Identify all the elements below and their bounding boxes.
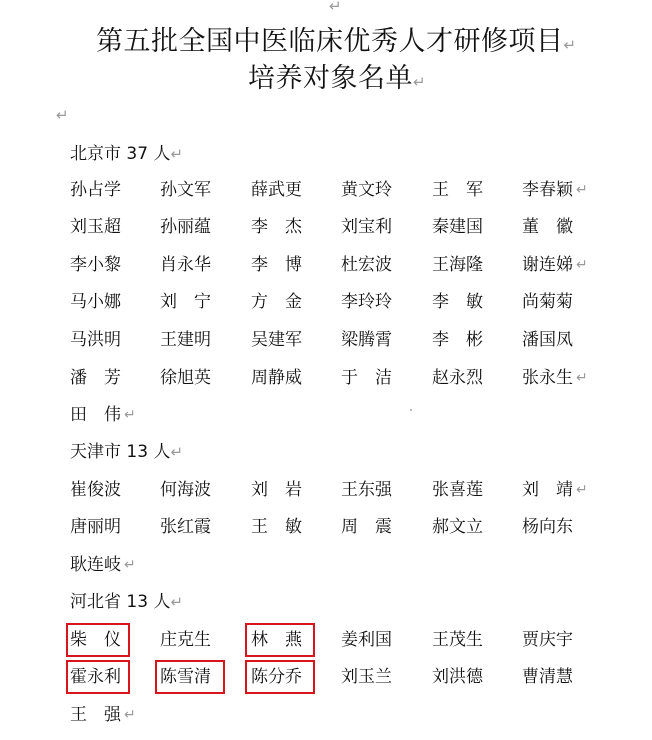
section-heading-text: 河北省 13 人: [70, 592, 171, 612]
paragraph-mark: ↵: [576, 182, 588, 198]
name-cell: 贾庆宇: [522, 630, 573, 650]
name-cell: 林 燕: [251, 630, 302, 650]
name-cell: 王茂生: [432, 630, 483, 650]
paragraph-mark: ↵: [563, 36, 577, 54]
highlight-box: [66, 660, 130, 694]
paragraph-mark: ↵: [576, 370, 588, 386]
name-cell: 崔俊波: [70, 480, 121, 500]
name-cell: 张喜莲: [432, 480, 483, 500]
name-cell: 刘 宁: [160, 292, 211, 312]
name-cell: 尚菊菊: [522, 292, 573, 312]
name-cell: 黄文玲: [341, 180, 392, 200]
name-cell: 周静威: [251, 368, 302, 388]
paragraph-mark: ↵: [576, 257, 588, 273]
paragraph-mark: ↵: [170, 145, 184, 163]
name-cell: 张永生: [522, 368, 573, 388]
name-cell: 李 杰: [251, 217, 302, 237]
paragraph-mark: ↵: [124, 707, 136, 723]
name-cell: 周 震: [341, 517, 392, 537]
name-cell: 王建明: [160, 330, 211, 350]
name-cell: 刘 靖: [522, 480, 573, 500]
section-heading-beijing: [70, 142, 183, 166]
paragraph-mark: ↵: [56, 106, 69, 124]
name-cell: 赵永烈: [432, 368, 483, 388]
name-cell: 陈雪清: [160, 667, 211, 687]
name-cell: 李 敏: [432, 292, 483, 312]
name-cell: 刘宝利: [341, 217, 392, 237]
name-cell: 杨向东: [522, 517, 573, 537]
name-cell: 李 彬: [432, 330, 483, 350]
name-cell: 郝文立: [432, 517, 483, 537]
name-cell: 潘 芳: [70, 368, 121, 388]
name-cell: 薛武更: [251, 180, 302, 200]
name-cell: 马小娜: [70, 292, 121, 312]
name-cell: 孙丽蕴: [160, 217, 211, 237]
name-cell: 柴 仪: [70, 630, 121, 650]
name-cell: 李玲玲: [341, 292, 392, 312]
name-cell: 吴建军: [251, 330, 302, 350]
name-cell: 王东强: [341, 480, 392, 500]
name-cell: 李小黎: [70, 255, 121, 275]
name-cell: 孙文军: [160, 180, 211, 200]
paragraph-mark: ↵: [124, 407, 136, 423]
section-heading-hebei: [70, 590, 183, 614]
name-cell: 孙占学: [70, 180, 121, 200]
name-cell: 刘洪德: [432, 667, 483, 687]
highlight-box: [245, 623, 315, 657]
name-cell: 李 博: [251, 255, 302, 275]
name-cell: 王 军: [432, 180, 483, 200]
paragraph-mark: ↵: [170, 593, 184, 611]
name-cell: 李春颖: [522, 180, 573, 200]
name-cell: 耿连岐: [70, 555, 121, 575]
name-cell: 潘国凤: [522, 330, 573, 350]
highlight-box: [66, 623, 130, 657]
name-cell: 梁腾霄: [341, 330, 392, 350]
paragraph-mark: ↵: [124, 557, 136, 573]
name-cell: 唐丽明: [70, 517, 121, 537]
section-heading-tianjin: [70, 440, 183, 464]
highlight-box: [245, 660, 315, 694]
name-cell: 刘玉兰: [341, 667, 392, 687]
name-cell: 陈分乔: [251, 667, 302, 687]
name-cell: 谢连娣: [522, 255, 573, 275]
stray-dot: [410, 409, 412, 411]
name-cell: 杜宏波: [341, 255, 392, 275]
document-title-line-1: [96, 25, 577, 62]
paragraph-mark: ↵: [413, 73, 427, 91]
title-text: 培养对象名单: [248, 63, 413, 94]
name-cell: 马洪明: [70, 330, 121, 350]
paragraph-mark: ↵: [576, 482, 588, 498]
name-cell: 王 强: [70, 705, 121, 725]
name-cell: 曹清慧: [522, 667, 573, 687]
name-cell: 徐旭英: [160, 368, 211, 388]
name-cell: 王 敏: [251, 517, 302, 537]
name-cell: 庄克生: [160, 630, 211, 650]
name-cell: 于 洁: [341, 368, 392, 388]
name-cell: 何海波: [160, 480, 211, 500]
paragraph-mark: ↵: [170, 443, 184, 461]
name-cell: 张红霞: [160, 517, 211, 537]
highlight-box: [155, 660, 225, 694]
name-cell: 方 金: [251, 292, 302, 312]
title-text: 第五批全国中医临床优秀人才研修项目: [96, 26, 564, 57]
section-heading-text: 天津市 13 人: [70, 442, 171, 462]
paragraph-mark: ↵: [329, 0, 342, 15]
name-cell: 姜利国: [341, 630, 392, 650]
name-cell: 田 伟: [70, 405, 121, 425]
name-cell: 秦建国: [432, 217, 483, 237]
name-cell: 刘玉超: [70, 217, 121, 237]
name-cell: 刘 岩: [251, 480, 302, 500]
name-cell: 董 徽: [522, 217, 573, 237]
name-cell: 霍永利: [70, 667, 121, 687]
section-heading-text: 北京市 37 人: [70, 144, 171, 164]
name-cell: 肖永华: [160, 255, 211, 275]
name-cell: 王海隆: [432, 255, 483, 275]
document-title-line-2: [248, 62, 426, 99]
